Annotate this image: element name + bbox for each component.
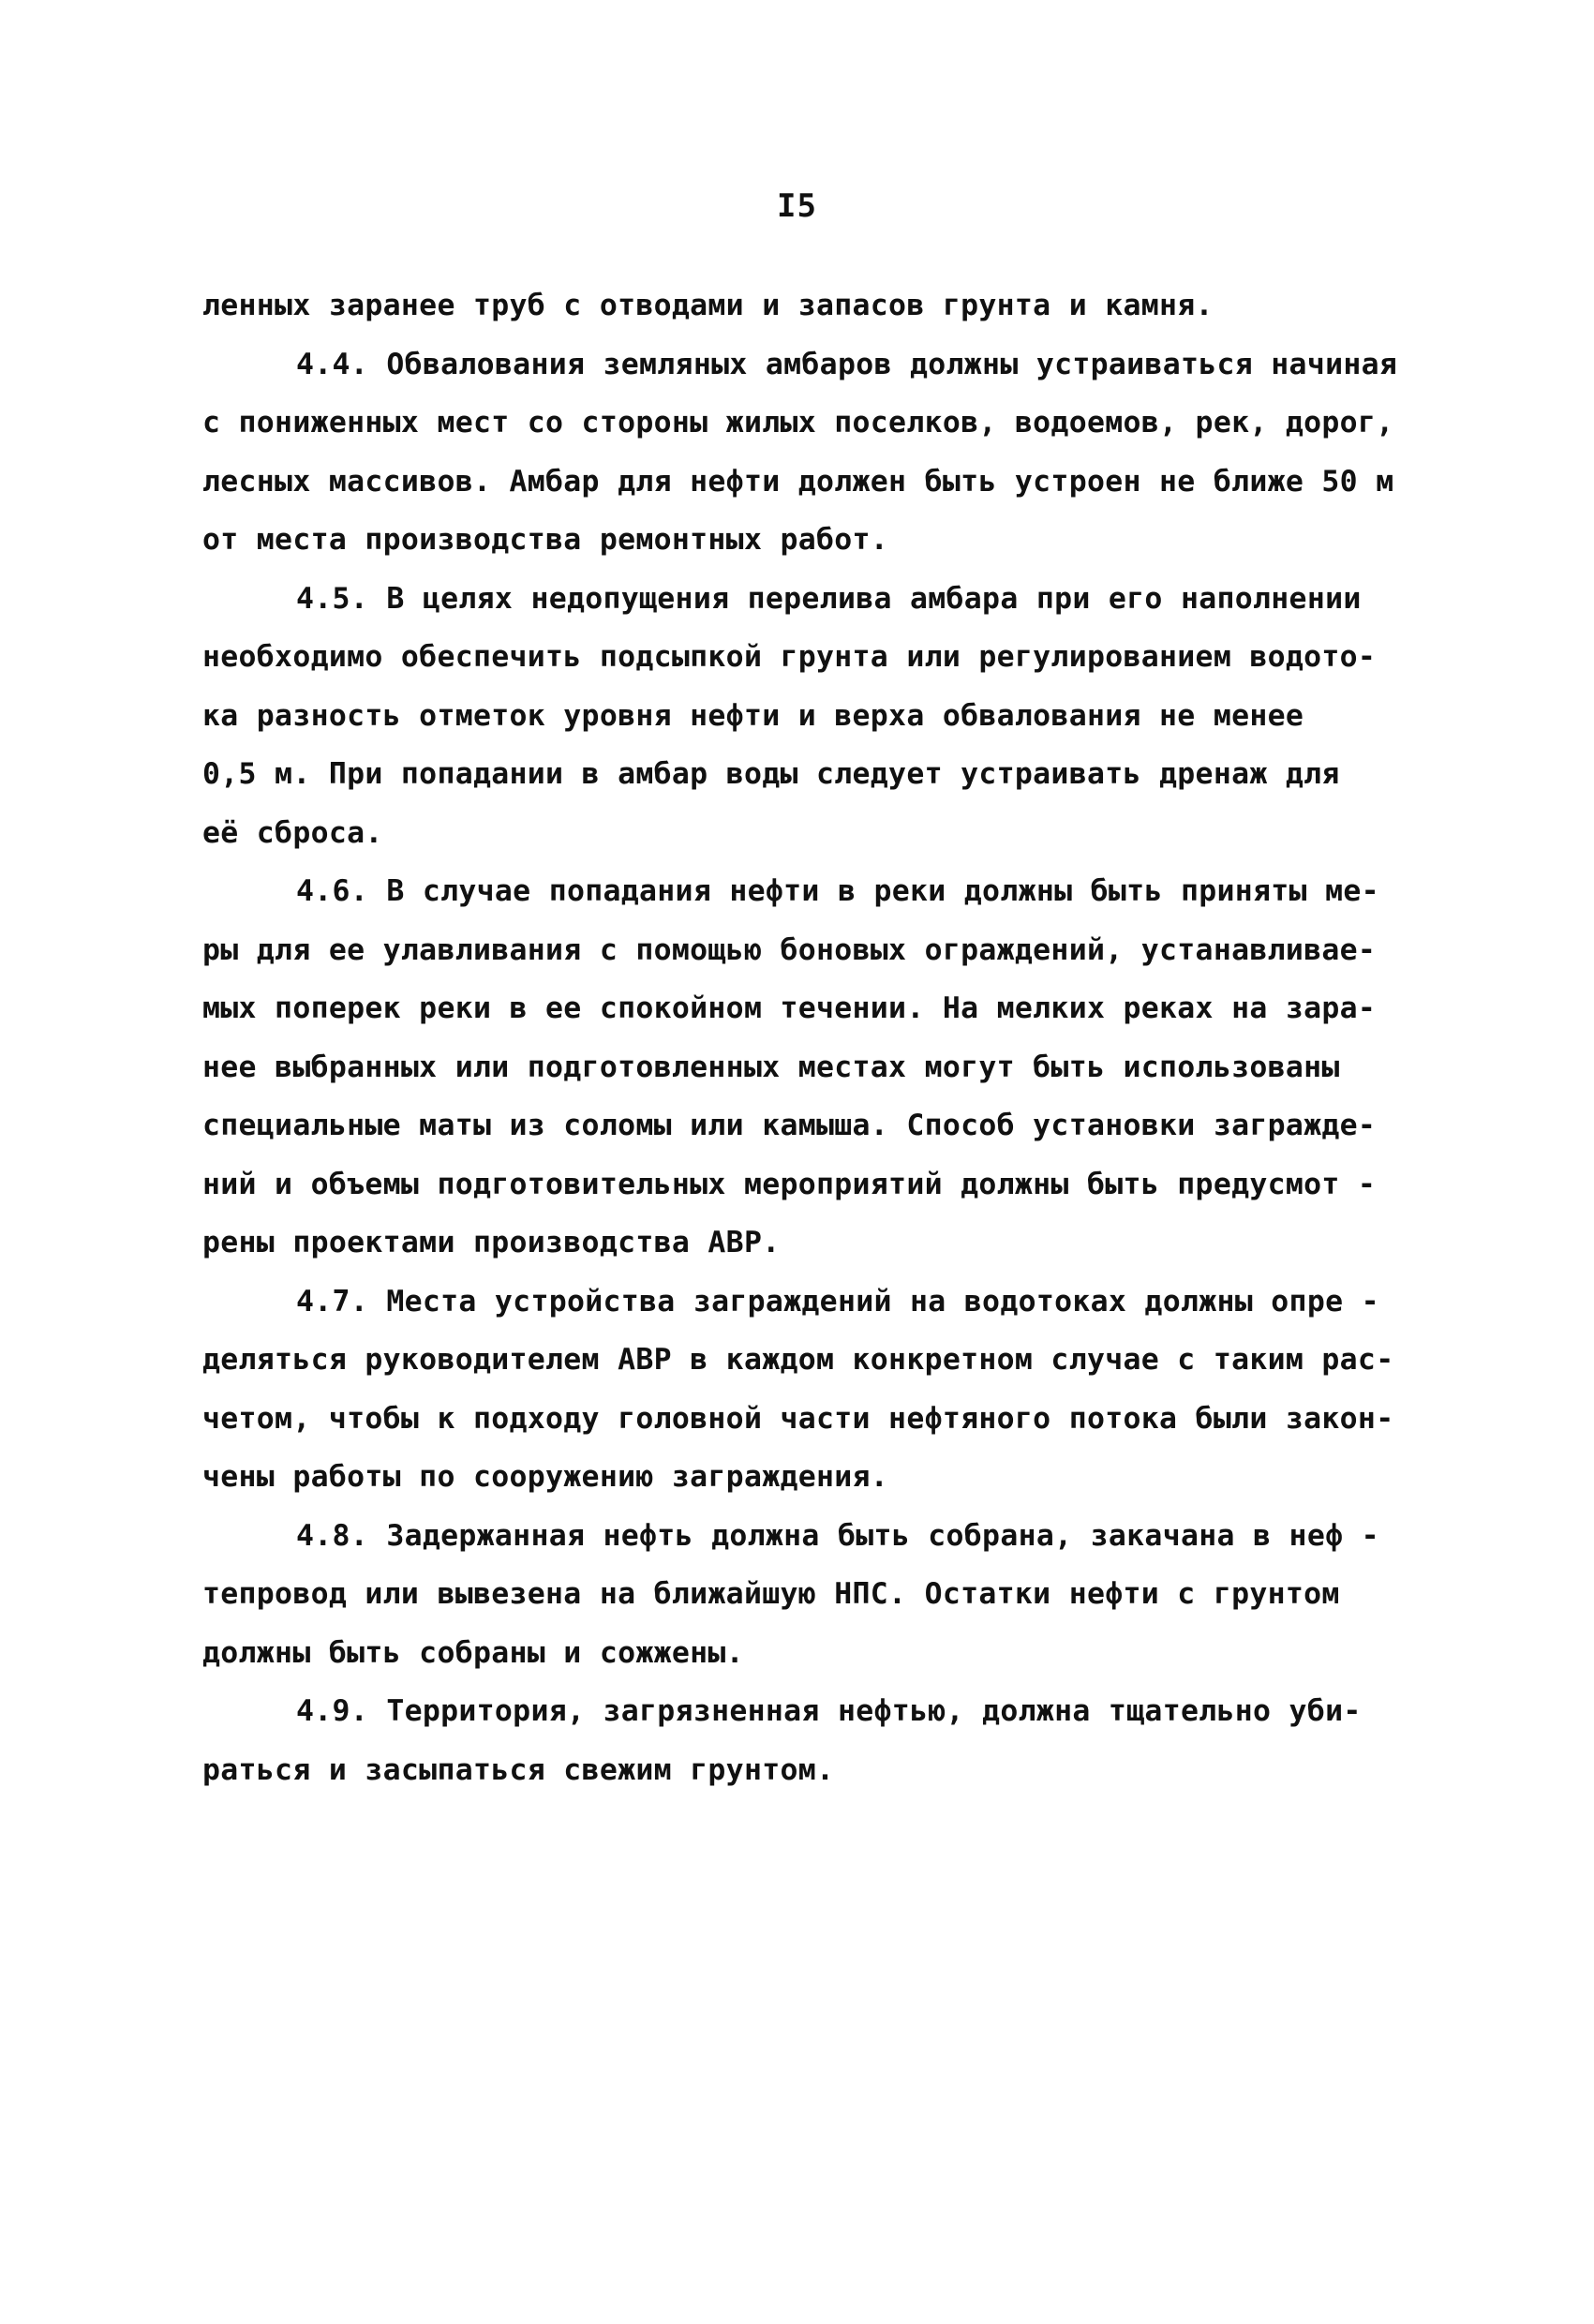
- text-line: четом, чтобы к подходу головной части нефтяного потока были закон-: [202, 1401, 1394, 1436]
- text-line: деляться руководителем АВР в каждом конкретном случае с таким рас-: [202, 1343, 1394, 1377]
- text-line: 4.7. Места устройства заграждений на водотоках должны опре -: [296, 1284, 1379, 1318]
- text-line: раться и засыпаться свежим грунтом.: [202, 1752, 835, 1787]
- text-line: с пониженных мест со стороны жилых поселков, водоемов, рек, дорог,: [202, 406, 1394, 439]
- text-line: мых поперек реки в ее спокойном течении. На мелких реках на зара-: [202, 991, 1377, 1025]
- page-number: I5: [777, 187, 817, 225]
- text-line: 4.4. Обвалования земляных амбаров должны устраиваться начиная: [296, 347, 1398, 381]
- text-line: 0,5 м. При попадании в амбар воды следует устраивать дренаж для: [202, 757, 1340, 791]
- body-text: [202, 276, 1421, 1799]
- text-line: её сброса.: [202, 815, 383, 850]
- text-line: нее выбранных или подготовленных местах могут быть использованы: [202, 1050, 1340, 1084]
- text-line: ленных заранее труб с отводами и запасов грунта и камня.: [202, 289, 1214, 322]
- text-line: от места производства ремонтных работ.: [202, 523, 889, 557]
- text-line: ний и объемы подготовительных мероприятий должны быть предусмот -: [202, 1167, 1377, 1201]
- text-line: 4.6. В случае попадания нефти в реки должны быть приняты ме-: [296, 874, 1379, 908]
- text-line: чены работы по сооружению заграждения.: [202, 1460, 889, 1494]
- text-line: ры для ее улавливания с помощью боновых ограждений, устанавливае-: [202, 932, 1377, 967]
- text-line: необходимо обеспечить подсыпкой грунта или регулированием водото-: [202, 640, 1377, 674]
- text-line: должны быть собраны и сожжены.: [202, 1635, 744, 1670]
- text-line: 4.8. Задержанная нефть должна быть собрана, закачана в неф -: [296, 1518, 1379, 1553]
- text-line: лесных массивов. Амбар для нефти должен быть устроен не ближе 50 м: [202, 464, 1394, 499]
- text-line: 4.9. Территория, загрязненная нефтью, должна тщательно уби-: [296, 1694, 1362, 1728]
- text-line: ка разность отметок уровня нефти и верха обвалования не менее: [202, 698, 1304, 733]
- text-line: рены проектами производства АВР.: [202, 1226, 781, 1259]
- text-line: специальные маты из соломы или камыша. Способ установки загражде-: [202, 1109, 1377, 1142]
- text-line: 4.5. В целях недопущения перелива амбара при его наполнении: [296, 581, 1362, 616]
- text-line: тепровод или вывезена на ближайшую НПС. Остатки нефти с грунтом: [202, 1577, 1340, 1611]
